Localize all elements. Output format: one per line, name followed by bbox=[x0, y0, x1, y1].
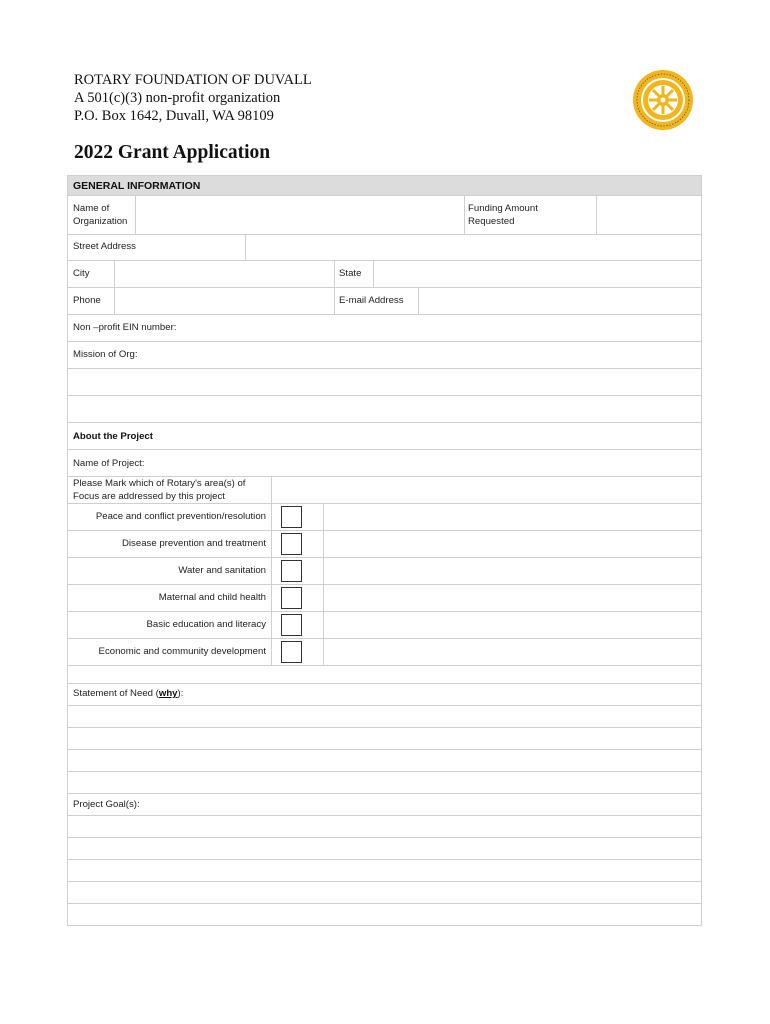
focus-question-label: Please Mark which of Rotary's area(s) of Focus are addressed by this project bbox=[73, 478, 246, 502]
street-label: Street Address bbox=[73, 241, 136, 252]
area-label: Peace and conflict prevention/resolution bbox=[95, 511, 266, 522]
goals-line-4[interactable] bbox=[68, 882, 701, 904]
need-line-3[interactable] bbox=[68, 750, 701, 772]
org-type: A 501(c)(3) non-profit organization bbox=[74, 90, 281, 106]
goals-line-5[interactable] bbox=[68, 904, 701, 925]
need-line-2[interactable] bbox=[68, 728, 701, 750]
ein-label: Non –profit EIN number: bbox=[73, 322, 177, 333]
state-field[interactable] bbox=[374, 261, 701, 287]
rotary-logo-icon bbox=[632, 69, 694, 131]
area-row bbox=[68, 531, 701, 558]
area-checkbox[interactable] bbox=[281, 641, 302, 663]
org-name-field[interactable] bbox=[136, 196, 464, 234]
row-mission[interactable] bbox=[68, 342, 701, 369]
row-need[interactable] bbox=[68, 684, 701, 706]
row-phone-email bbox=[68, 288, 701, 315]
spacer-row bbox=[68, 666, 701, 684]
email-label: E-mail Address bbox=[339, 295, 404, 306]
need-line-4[interactable] bbox=[68, 772, 701, 794]
mission-line-1[interactable] bbox=[68, 369, 701, 396]
area-label: Water and sanitation bbox=[178, 565, 266, 576]
city-field[interactable] bbox=[115, 261, 334, 287]
area-checkbox[interactable] bbox=[281, 614, 302, 636]
mission-label: Mission of Org: bbox=[73, 349, 138, 360]
org-name: ROTARY FOUNDATION OF DUVALL bbox=[74, 72, 312, 88]
state-label: State bbox=[339, 268, 362, 279]
area-label: Basic education and literacy bbox=[146, 619, 266, 630]
row-org-name bbox=[68, 196, 701, 235]
mission-line-2[interactable] bbox=[68, 396, 701, 423]
grant-form bbox=[67, 175, 702, 926]
row-street bbox=[68, 235, 701, 261]
section-general-header bbox=[68, 176, 701, 196]
goals-line-3[interactable] bbox=[68, 860, 701, 882]
city-label: City bbox=[73, 268, 90, 279]
area-row bbox=[68, 612, 701, 639]
row-focus-question bbox=[68, 477, 701, 504]
org-address: P.O. Box 1642, Duvall, WA 98109 bbox=[74, 108, 274, 124]
section-project-title: About the Project bbox=[73, 431, 153, 442]
funding-field[interactable] bbox=[597, 196, 701, 234]
project-name-label: Name of Project: bbox=[73, 458, 145, 469]
area-row bbox=[68, 558, 701, 585]
area-row bbox=[68, 504, 701, 531]
area-checkbox[interactable] bbox=[281, 506, 302, 528]
section-general-title: GENERAL INFORMATION bbox=[73, 180, 201, 192]
goals-line-1[interactable] bbox=[68, 816, 701, 838]
row-city-state bbox=[68, 261, 701, 288]
need-label: Statement of Need (why): bbox=[73, 688, 184, 699]
area-checkbox[interactable] bbox=[281, 560, 302, 582]
area-label: Disease prevention and treatment bbox=[122, 538, 266, 549]
phone-label: Phone bbox=[73, 295, 101, 306]
street-field[interactable] bbox=[246, 235, 701, 260]
row-ein[interactable] bbox=[68, 315, 701, 342]
area-label: Maternal and child health bbox=[158, 592, 266, 603]
page-title: 2022 Grant Application bbox=[74, 142, 271, 163]
row-project-name[interactable] bbox=[68, 450, 701, 477]
goals-label: Project Goal(s): bbox=[73, 799, 140, 810]
goals-line-2[interactable] bbox=[68, 838, 701, 860]
need-line-1[interactable] bbox=[68, 706, 701, 728]
area-checkbox[interactable] bbox=[281, 533, 302, 555]
area-row bbox=[68, 639, 701, 666]
row-goals[interactable] bbox=[68, 794, 701, 816]
org-header bbox=[74, 71, 312, 125]
area-checkbox[interactable] bbox=[281, 587, 302, 609]
area-row bbox=[68, 585, 701, 612]
phone-field[interactable] bbox=[115, 288, 334, 314]
section-project-header bbox=[68, 423, 701, 450]
org-name-label: Name of Organization bbox=[73, 203, 128, 227]
funding-label: Funding Amount Requested bbox=[468, 203, 538, 227]
email-field[interactable] bbox=[419, 288, 701, 314]
area-label: Economic and community development bbox=[98, 646, 266, 657]
